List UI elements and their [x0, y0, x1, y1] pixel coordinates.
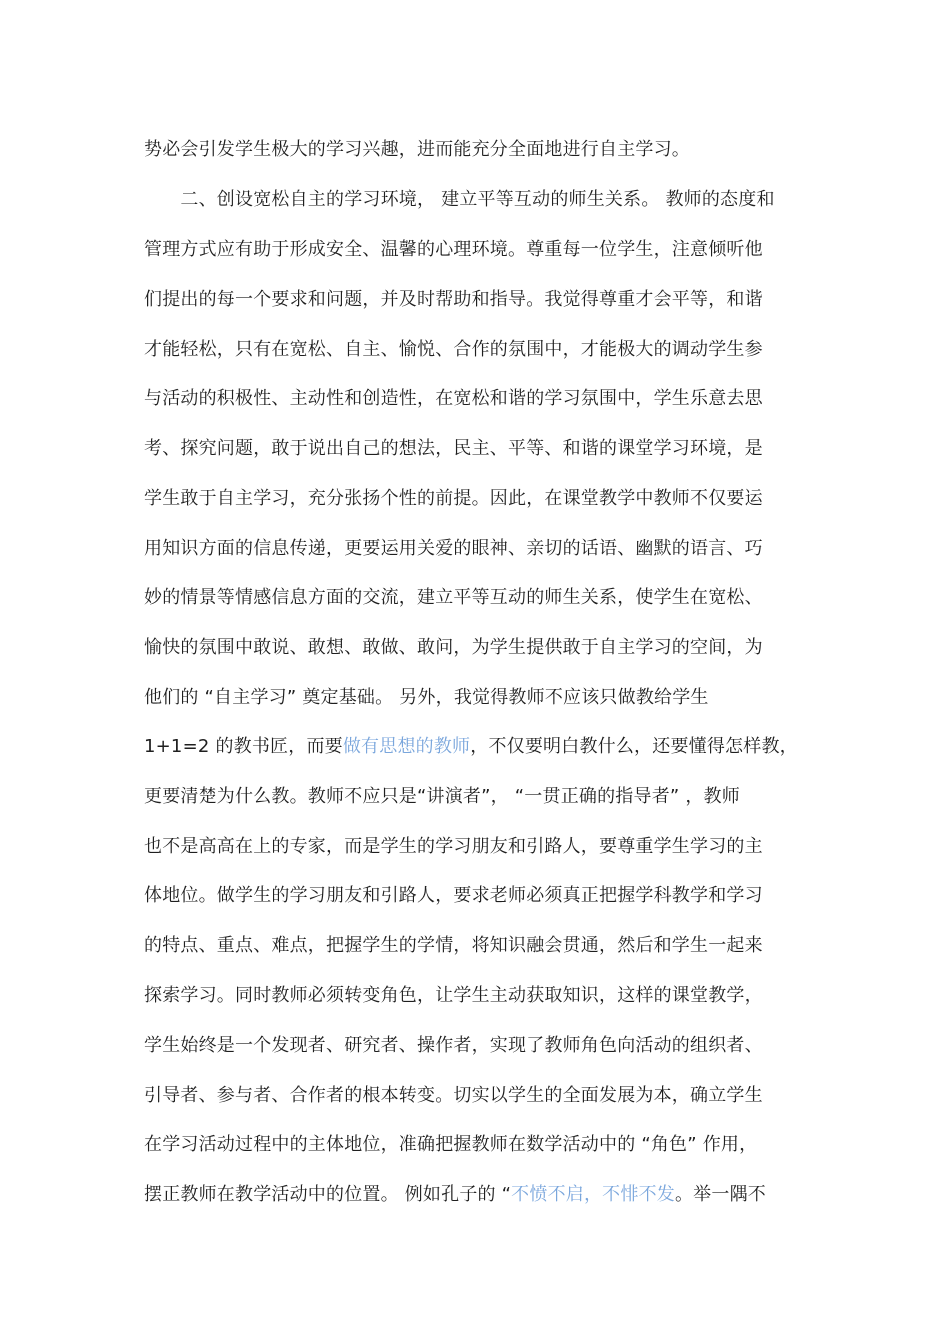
text-line: 引导者、参与者、合作者的根本转变。切实以学生的全面发展为本，确立学生 — [144, 1085, 763, 1106]
text-line: 与活动的积极性、主动性和创造性，在宽松和谐的学习氛围中，学生乐意去思 — [144, 388, 763, 409]
text-segment: 摆正教师在教学活动中的位置。 例如孔子的 “ — [144, 1184, 512, 1205]
text-line: 更要清楚为什么教。教师不应只是“讲演者”， “一贯正确的指导者” ，教师 — [144, 786, 740, 807]
text-segment: ，不仅要明白教什么，还要懂得怎样教， — [470, 736, 798, 757]
text-line: 用知识方面的信息传递，更要运用关爱的眼神、亲切的话语、幽默的语言、巧 — [144, 538, 763, 559]
text-line: 势必会引发学生极大的学习兴趣，进而能充分全面地进行自主学习。 — [144, 139, 690, 160]
text-line: 愉快的氛围中敢说、敢想、敢做、敢问，为学生提供敢于自主学习的空间，为 — [144, 637, 763, 658]
text-line — [144, 1180, 766, 1210]
text-line: 管理方式应有助于形成安全、温馨的心理环境。尊重每一位学生，注意倾听他 — [144, 239, 763, 260]
text-line: 妙的情景等情感信息方面的交流，建立平等互动的师生关系，使学生在宽松、 — [144, 587, 763, 608]
text-line: 们提出的每一个要求和问题，并及时帮助和指导。我觉得尊重才会平等，和谐 — [144, 289, 763, 310]
text-line: 体地位。做学生的学习朋友和引路人，要求老师必须真正把握学科教学和学习 — [144, 885, 763, 906]
hyperlink-thinking-teacher[interactable]: 做有思想的教师 — [342, 736, 471, 757]
text-line: 学生敢于自主学习，充分张扬个性的前提。因此，在课堂教学中教师不仅要运 — [144, 488, 763, 509]
hyperlink-confucius-quote[interactable]: 不愤不启，不悱不发 — [511, 1184, 675, 1205]
text-line: 才能轻松，只有在宽松、自主、愉悦、合作的氛围中，才能极大的调动学生参 — [144, 339, 763, 360]
text-line: 也不是高高在上的专家，而是学生的学习朋友和引路人，要尊重学生学习的主 — [144, 836, 763, 857]
text-line: 考、探究问题，敢于说出自己的想法，民主、平等、和谐的课堂学习环境，是 — [144, 438, 763, 459]
section-heading-line: 二、创设宽松自主的学习环境， 建立平等互动的师生关系。 教师的态度和 — [144, 189, 775, 210]
text-line: 学生始终是一个发现者、研究者、操作者，实现了教师角色向活动的组织者、 — [144, 1035, 763, 1056]
text-line: 的特点、重点、难点，把握学生的学情，将知识融会贯通，然后和学生一起来 — [144, 935, 763, 956]
text-line: 探索学习。同时教师必须转变角色，让学生主动获取知识，这样的课堂教学， — [144, 985, 763, 1006]
text-line: 他们的 “自主学习” 奠定基础。 另外，我觉得教师不应该只做教给学生 — [144, 687, 709, 708]
text-segment: 1+1=2 的教书匠，而要 — [144, 736, 343, 757]
text-line — [144, 732, 798, 762]
text-segment: 。举一隅不 — [674, 1184, 766, 1205]
text-line: 在学习活动过程中的主体地位，准确把握教师在数学活动中的 “角色” 作用， — [144, 1134, 758, 1155]
